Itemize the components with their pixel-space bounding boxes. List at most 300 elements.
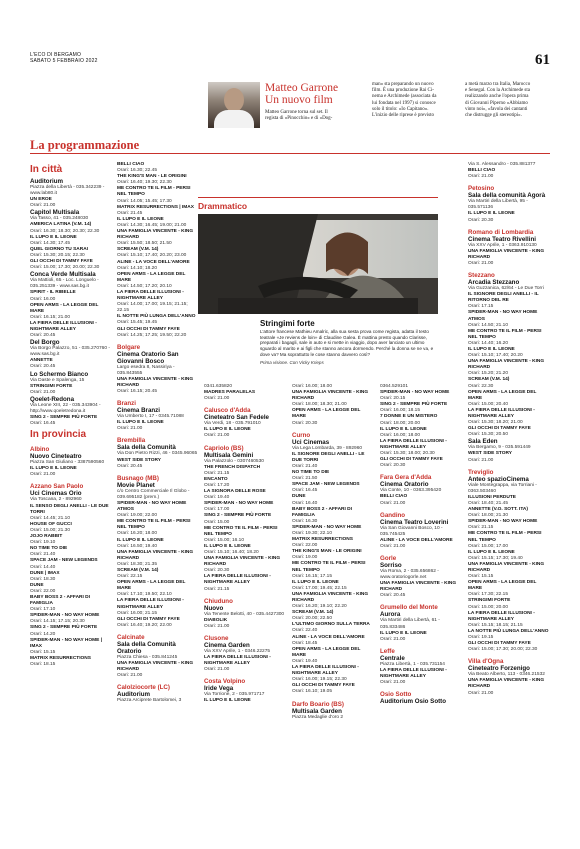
showtimes: Orari: 17.30; 22.15: [468, 592, 508, 598]
cinema-name: Del Borgo: [30, 339, 60, 347]
showtimes: Orari: 19.15: [468, 635, 494, 640]
news-photo: [208, 82, 260, 128]
publication-date: SABATO 5 FEBBRAIO 2022: [30, 58, 98, 64]
showtimes: Orari: 16.00; 18.15: [380, 408, 420, 414]
showtimes: Orari: 15.00; 17.30; 20.00; 22.30: [30, 265, 100, 271]
movie-title: SCREAM (V.M. 14): [117, 247, 159, 253]
town-name: Capriolo (BS): [204, 444, 244, 452]
showtimes: Orari: 21.00: [380, 543, 406, 549]
news-line: che distrugge gli stereotipi».: [465, 113, 522, 119]
listings-column-3: [204, 384, 286, 704]
showtimes: Orari: 16.40: [292, 500, 318, 506]
showtimes: Orari: 14.50; 21.10: [468, 322, 508, 328]
cinema-address: Piazza San Giuliano - 3387590560: [30, 460, 105, 466]
movie-title: SCREAM (V.M. 14): [468, 377, 510, 383]
showtimes: Orari: 19.00; 22.00: [117, 513, 157, 519]
movie-title: QUEL GIORNO TU SARAI: [30, 246, 89, 252]
news-line: Matteo Garrone torna sul set. Il: [265, 110, 328, 115]
movie-title: DUNE: [30, 582, 44, 588]
town-name: Albino: [30, 446, 50, 454]
news-line: a metà marzo tra Italia, Marocco: [465, 82, 531, 87]
listings-column-1: [30, 162, 112, 668]
cinema-name: Cinema Teatro Rivellini: [468, 235, 536, 243]
cinema-address: Via Leone XIII, 22 - 035.343904 - http://www.qoeletredona.it: [30, 402, 101, 414]
movie-title: IL LUPO E IL LEONE: [204, 698, 251, 704]
region-heading: In città: [30, 164, 63, 175]
movie-title: STRINGIMI FORTE: [30, 383, 73, 389]
movie-title: OPEN ARMS - LA LEGGE DEL MARE: [292, 408, 361, 420]
movie-title: ALINE - LA VOCE DELL'AMORE: [292, 634, 365, 640]
movie-title: JOJO RABBIT: [30, 534, 63, 540]
movie-title: ALINE - LA VOCE DELL'AMORE: [380, 537, 453, 543]
showtimes: Orari: 15.00; 20.40: [468, 401, 508, 407]
town-name: Chiuduno: [204, 597, 233, 605]
showtimes: Orari: 14.50; 17.20; 20.10: [117, 283, 172, 289]
movie-title: SPIDER-MAN - NO WAY HOME ATMOS: [468, 310, 538, 322]
showtimes: Orari: 21.00: [30, 203, 56, 209]
showtimes: Orari: 15.00; 17.30; 20.00; 22.30: [468, 647, 538, 653]
cinema-name: Auditorium: [117, 691, 150, 699]
news-col-1: [265, 110, 357, 122]
town-name: Leffe: [380, 647, 395, 655]
movie-title: IL LUPO E IL LEONE: [30, 234, 77, 240]
movie-title: LA FIERA DELLE ILLUSIONI - NIGHTMARE ALLEY: [117, 289, 184, 302]
movie-title: NO TIME TO DIE: [292, 470, 330, 476]
showtimes: Orari: 18.15: [30, 662, 56, 667]
movie-title: MATRIX RESURRECTIONS: [30, 655, 91, 661]
cinema-address: Piazza Libertà, 1 - 035.731154: [380, 661, 445, 667]
movie-title: L'ULTIMO GIORNO SULLA TERRA: [292, 622, 370, 628]
movie-title: LA FIERA DELLE ILLUSIONI - NIGHTMARE ALLEY: [117, 598, 184, 610]
showtimes: Orari: 16.45: [292, 488, 318, 494]
cinema-address: Via Beato Alberto, 113 - 0346.21532: [468, 672, 545, 678]
cinema-name: Uci Cinemas: [292, 438, 330, 446]
movie-title: UN EROE: [30, 197, 52, 203]
cinema-name: Cinema Teatro Loverini: [380, 518, 449, 526]
feature-box: [198, 197, 438, 378]
showtimes: Orari: 16.30; 18.30; 20.30; 22.30: [30, 228, 100, 234]
movie-title: ME CONTRO TE IL FILM - PERSI NEL TEMPO: [117, 186, 191, 198]
town-name: Bolgare: [117, 343, 141, 351]
showtimes: Orari: 21.15: [468, 525, 494, 531]
movie-title: ME CONTRO TE IL FILM - PERSI NEL TEMPO: [117, 519, 191, 531]
town-name: Costa Volpino: [204, 678, 246, 686]
showtimes: Orari: 20.30: [204, 568, 230, 574]
showtimes: Orari: 14.45; 21.10: [30, 515, 70, 521]
cinema-address: Piazza Medaglie d'oro 2: [292, 714, 344, 720]
showtimes: Orari: 21.00: [30, 472, 56, 478]
movie-title: OPEN ARMS - LA LEGGE DEL MARE: [468, 389, 537, 401]
cinema-name: Cineteatro San Fedele: [204, 414, 269, 422]
cinema-name: Multisala Gemini: [204, 451, 254, 459]
movie-title: LA FIERA DELLE ILLUSIONI - NIGHTMARE ALLEY: [30, 320, 97, 332]
movie-title: IL NOTTE PIÙ LUNGA DELL'ANNO: [117, 314, 196, 320]
showtimes: Orari: 20.00; 22.50: [292, 616, 332, 622]
showtimes: Orari: 15.10; 17.40; 20.20; 23.00: [117, 253, 187, 259]
showtimes: Orari: 21.40: [292, 463, 318, 469]
movie-title: IL LUPO E IL LEONE: [117, 420, 164, 426]
showtimes: Orari: 20.45: [30, 333, 56, 339]
movie-title: IL LUPO E IL LEONE: [468, 211, 515, 217]
showtimes: Orari: 15.30; 20.50: [468, 432, 508, 438]
showtimes: Orari: 19.40: [204, 495, 230, 501]
cinema-name: Conca Verde Multisala: [30, 271, 96, 279]
showtimes: Orari: 18.00; 21.30: [468, 513, 508, 519]
cinema-address: Via Don Pietro Rizzi, 46 - 0345.96065: [117, 451, 198, 457]
movie-title: BABY BOSS 2 - AFFARI DI FAMIGLIA: [30, 594, 90, 607]
town-name: Fara Gera d'Adda: [380, 474, 432, 482]
movie-title: SCREAM (V.M. 14): [292, 610, 334, 616]
publication-name: L'ECO DI BERGAMO: [30, 52, 82, 58]
showtimes: Orari: 15.00: [204, 519, 230, 525]
cinema-name: Cinema Oratorio San Giovanni Bosco: [117, 350, 179, 365]
movie-title: SPIDER-MAN - NO WAY HOME: [468, 519, 538, 525]
movie-title: OPEN ARMS - LA LEGGE DEL MARE: [117, 580, 186, 592]
news-headline-line1: Matteo Garrone: [265, 82, 339, 94]
showtimes: Orari: 22.15: [117, 574, 143, 580]
section-rule: [30, 153, 550, 154]
cinema-address: Largo esedra 8, Nassiriya - 035.843555: [117, 364, 175, 376]
cinema-address: Via Verdi, 18 - 035.791010: [204, 421, 261, 427]
feature-label: Drammatico: [198, 201, 248, 211]
cinema-name: Iride Vega: [204, 685, 234, 693]
movie-title: IL LUPO E IL LEONE: [117, 537, 164, 543]
showtimes: Orari: 22.00: [30, 588, 56, 594]
cinema-address: Via S. Alessandro - 035.881377: [468, 162, 536, 167]
cinema-name: Sorriso: [380, 561, 402, 569]
movie-title: UNA FAMIGLIA VINCENTE - KING RICHARD: [117, 376, 194, 388]
cinema-name: Capitol Multisala: [30, 209, 80, 217]
showtimes: Orari: 15.20; 21.20: [468, 371, 508, 377]
showtimes: Orari: 15.15; 17.30; 19.40: [468, 555, 523, 561]
cinema-name: Qoelet-Redona: [30, 395, 75, 403]
showtimes: Orari: 19.10: [30, 540, 56, 546]
movie-title: ALINE - LA VOCE DELL'AMORE: [117, 259, 190, 265]
showtimes: Orari: 18.30: [30, 576, 56, 582]
movie-title: WEST SIDE STORY: [117, 457, 161, 463]
cinema-name: Sala Eden: [468, 438, 498, 446]
town-name: Osio Sotto: [380, 691, 412, 699]
movie-title: UNA FAMIGLIA VINCENTE - KING RICHARD: [468, 248, 545, 260]
cinema-address: Via Umberto I, 17 - 0345.71088: [117, 414, 184, 420]
showtimes: Orari: 15.30; 18.00; 20.30: [380, 451, 435, 457]
movie-title: UNA FAMIGLIA VINCENTE - KING RICHARD: [468, 561, 545, 573]
movie-title: ME CONTRO TE IL FILM - PERSI NEL TEMPO: [468, 531, 542, 543]
movie-title: THE KING'S MAN - LE ORIGINI: [117, 174, 187, 180]
cinema-name: Cinema Garden: [204, 641, 250, 649]
movie-title: UNA FAMIGLIA VINCENTE - KING RICHARD: [468, 678, 545, 690]
listings-column-4: [292, 384, 374, 721]
publication-info: [30, 52, 98, 64]
cinema-name: Arcadia Stezzano: [468, 279, 520, 287]
movie-title: IL LUPO E IL LEONE: [380, 426, 427, 432]
movie-title: SPIDER-MAN - NO WAY HOME: [380, 390, 450, 396]
cinema-name: Nuovo: [204, 604, 224, 612]
showtimes: Orari: 21.00: [117, 426, 143, 432]
showtimes: Orari: 21.00: [380, 500, 406, 506]
movie-title: UNA FAMIGLIA VINCENTE - KING RICHARD: [117, 549, 194, 561]
town-name: Brembilla: [117, 437, 146, 445]
cinema-address: Via Palazzolo - 0307460530: [204, 458, 264, 464]
movie-title: BABY BOSS 2 - AFFARI DI FAMIGLIA: [292, 506, 352, 518]
showtimes: Orari: 15.10; 17.40; 20.20: [468, 353, 523, 359]
movie-title: SCREAM (V.M. 14): [117, 567, 159, 573]
cinema-name: Cineteatro Forzenigo: [468, 665, 530, 673]
showtimes: Orari: 21.00: [204, 623, 230, 629]
listings-column-5: [380, 384, 462, 705]
showtimes: Orari: 16.00; 21.15: [117, 610, 157, 616]
movie-title: SING 2 - SEMPRE PIÙ FORTE: [30, 625, 98, 631]
cinema-address: Viale Montegrappa, via Torriani - 0363.503460: [468, 482, 537, 494]
movie-title: SPACE JAM - NEW LEGENDS: [30, 558, 98, 564]
movie-title: LA FIERA DELLE ILLUSIONI - NIGHTMARE ALLEY: [292, 665, 359, 677]
section-title: La programmazione: [30, 138, 140, 152]
cinema-address: 0364.529101: [380, 384, 409, 389]
movie-title: GLI OCCHI DI TAMMY FAYE: [117, 326, 180, 332]
movie-title: UNA FAMIGLIA VINCENTE - KING RICHARD: [292, 390, 369, 402]
town-name: Curno: [292, 431, 311, 439]
movie-title: LA FIERA DELLE ILLUSIONI - NIGHTMARE ALLEY: [204, 574, 271, 586]
movie-title: IL LUPO E IL LEONE: [468, 549, 515, 555]
movie-title: IL LUPO E IL LEONE: [204, 427, 251, 433]
movie-title: ANNETTE: [30, 358, 53, 364]
showtimes: Orari: 14.10; 18.20: [117, 265, 157, 271]
showtimes: Orari: 14.20: [30, 631, 56, 637]
town-name: Calolziocorte (LC): [117, 684, 170, 692]
showtimes: Orari: 20.45: [30, 364, 56, 370]
movie-title: DUNE | IMAX: [30, 570, 60, 576]
movie-title: LA FIERA DELLE ILLUSIONI - NIGHTMARE ALLEY: [380, 438, 447, 450]
cinema-address: Via XXV Aprile, 1 - 0346.22275: [204, 648, 271, 654]
news-line: e Senegal. Con la Archimede sta: [465, 88, 530, 94]
showtimes: Orari: 15.00; 17.00: [468, 543, 508, 549]
news-line: regista di «Pinocchio» e di «Dog-: [265, 116, 333, 122]
showtimes: Orari: 16.15; 21.00: [30, 314, 70, 320]
movie-title: STRINGIMI FORTE: [468, 598, 511, 604]
movie-title: UNA FAMIGLIA VINCENTE - KING RICHARD: [380, 581, 457, 593]
movie-title: IL SIGNORE DEGLI ANELLI - IL RITORNO DEL RE: [468, 292, 539, 304]
showtimes: Orari: 15.15: [30, 649, 56, 655]
showtimes: Orari: 16.30: [292, 518, 318, 524]
movie-title: NO TIME TO DIE: [30, 546, 68, 552]
showtimes: Orari: 21.00: [468, 260, 494, 266]
feature-caption: Prima visione. Con Vicky Krieps: [260, 360, 324, 365]
showtimes: Orari: 21.45: [117, 210, 143, 216]
town-name: Branzi: [117, 400, 136, 408]
showtimes: Orari: 14.30; 16.45; 19.00; 21.00: [117, 222, 187, 228]
showtimes: Orari: 20.30: [292, 420, 318, 426]
cinema-address: Via Borgo Palazzo, 51 - 035.270760 - www.sas.bg.it: [30, 346, 110, 358]
movie-title: GLI OCCHI DI TAMMY FAYE: [380, 457, 443, 463]
movie-title: ANNETTE (V.O. SOTT. ITA): [468, 507, 528, 513]
movie-title: LA FIERA DELLE ILLUSIONI - NIGHTMARE ALLEY: [380, 667, 447, 679]
showtimes: Orari: 16.20; 18.00: [117, 531, 157, 537]
movie-title: IL LUPO E IL LEONE: [468, 346, 515, 352]
movie-title: BELLI CIAO: [117, 162, 145, 167]
showtimes: Orari: 17.00; 19.45; 22.15: [292, 585, 347, 591]
movie-title: LA FIERA DELLE ILLUSIONI - NIGHTMARE ALLEY: [468, 407, 535, 419]
showtimes: Orari: 15.15; 18.15; 21.15: [468, 622, 523, 628]
cinema-address: Via Tasso, 41 - 035.248030: [30, 216, 89, 222]
showtimes: Orari: 14.40; 16.20: [468, 340, 508, 346]
listings-column-6: [468, 162, 550, 697]
movie-title: UNA FAMIGLIA VINCENTE - KING RICHARD: [117, 229, 194, 241]
cinema-name: Auditorium: [30, 178, 63, 185]
cinema-name: Sala della comunità Agorà: [468, 192, 546, 200]
movie-title: IL SIGNORE DEGLI ANELLI - LE DUE TORRI: [292, 451, 365, 463]
movie-title: SPIDER-MAN - NO WAY HOME: [30, 613, 100, 619]
showtimes: Orari: 16.20; 19.10; 22.20: [292, 604, 347, 610]
news-headline-line2: Un nuovo film: [265, 94, 333, 106]
movie-title: UNA FAMIGLIA VINCENTE - KING RICHARD: [204, 556, 281, 568]
town-name: Treviglio: [468, 468, 494, 476]
showtimes: Orari: 19.30; 22.10: [292, 530, 332, 536]
showtimes: Orari: 21.40: [30, 552, 56, 558]
cinema-name: Aurora: [380, 611, 401, 619]
movie-title: IL LUPO E IL LEONE: [380, 630, 427, 636]
movie-title: GLI OCCHI DI TAMMY FAYE: [30, 259, 93, 265]
cinema-name: Auditorium Osio Sotto: [380, 698, 446, 706]
movie-title: SPIDER-MAN - NO WAY HOME: [292, 524, 362, 530]
news-line: lui fondata nel 1997) si conosce: [372, 100, 436, 106]
town-name: Villa d'Ogna: [468, 658, 504, 666]
movie-title: BELLI CIAO: [380, 494, 408, 500]
cinema-address: Via San Giovanni Bosco, 10 - 035.745425: [380, 525, 443, 537]
showtimes: Orari: 14.00; 17.00; 19.15; 21.15; 22.15: [117, 302, 188, 314]
showtimes: Orari: 16.10; 19.05: [292, 689, 332, 695]
town-name: Romano di Lombardia: [468, 228, 534, 236]
movie-title: SPIDER-MAN - NO WAY HOME | IMAX: [30, 637, 102, 649]
town-name: Calcinate: [117, 633, 145, 641]
showtimes: Orari: 15.10; 16.40; 18.20: [204, 549, 259, 555]
town-name: Gandino: [380, 511, 406, 519]
cinema-name: Cinema Oratorio: [380, 481, 429, 489]
cinema-address: c/o Centro Commerciale Il Globo - 039.695182 (prem.): [117, 488, 190, 500]
movie-title: IL LUPO E IL LEONE: [292, 579, 339, 585]
movie-title: SING 2 - SEMPRE PIÙ FORTE: [30, 415, 98, 420]
cinema-name: Sala della Comunità: [117, 444, 176, 452]
showtimes: Orari: 21.00: [468, 690, 494, 696]
movie-title: OPEN ARMS - LA LEGGE DEL MARE: [292, 646, 361, 658]
town-name: Stezzano: [468, 272, 495, 280]
news-col-2: [372, 82, 458, 119]
movie-title: LA FIERA DELLE ILLUSIONI - NIGHTMARE ALLEY: [468, 610, 535, 622]
showtimes: Orari: 21.00: [380, 636, 406, 642]
news-line: di Giovanni Piperno «Abbiamo: [465, 100, 528, 106]
showtimes: Orari: 16.30; 22.45: [117, 168, 157, 174]
movie-title: UNA FAMIGLIA VINCENTE - KING RICHARD: [292, 591, 369, 603]
movie-title: WEST SIDE STORY: [468, 451, 512, 457]
showtimes: Orari: 18.45: [292, 640, 318, 646]
cinema-address: Via Martiri della Libertà, 95 - 035.571136: [468, 199, 528, 211]
movie-title: ILLUSIONI PERDUTE: [468, 494, 516, 500]
movie-title: MADRES PARALELAS: [204, 390, 256, 396]
showtimes: Orari: 16.15; 17.15: [292, 573, 332, 579]
movie-title: LA NOTTE PIÙ LUNGA DELL'ANNO: [468, 628, 549, 634]
movie-title: LA SIGNORA DELLE ROSE: [204, 489, 266, 495]
feature-film-description: L'attore francese Mathieu Amalric, alla sua sesta prova come regista, adatta il testo teatrale «Je reviens de loin» di Claudine Galea. È mattina presto quando Clarisse, preparati i bagagli, sale in auto e si mette in viaggio, dopo aver lanciato un ultimo sguardo al marito e ai figli che stanno ancora dormendo. Perché la donna se ne va, e dove va? Ma soprattutto le cose stanno davvero così?: [260, 329, 434, 357]
movie-title: ME CONTRO TE IL FILM - PERSI NEL TEMPO: [204, 525, 278, 537]
news-line: vinto noi», «favola dei cantanti: [465, 106, 528, 112]
showtimes: Orari: 17.15: [468, 304, 494, 310]
cinema-address: Via Lega Lombarda, 39 - 892960: [292, 445, 363, 451]
movie-title: HOUSE OF GUCCI: [30, 521, 72, 527]
movie-title: IL LUPO E IL LEONE: [204, 543, 251, 549]
region-heading: In provincia: [30, 429, 87, 441]
movie-title: MATRIX RESURRECTIONS | IMAX: [117, 204, 194, 210]
showtimes: Orari: 16.15; 20.45: [117, 389, 157, 395]
movie-title: UNA FAMIGLIA VINCENTE - KING RICHARD: [117, 661, 194, 673]
movie-title: ENCANTO: [204, 476, 228, 482]
movie-title: ME CONTRO TE IL FILM - PERSI NEL TEMPO: [292, 561, 366, 573]
showtimes: Orari: 14.25; 17.25; 19.50; 22.20: [117, 332, 187, 338]
movie-title: UNA FAMIGLIA VINCENTE - KING RICHARD: [468, 359, 545, 371]
town-name: Calusco d'Adda: [204, 407, 251, 415]
cinema-address: Via Toscana, 2 - 892960: [30, 497, 82, 503]
showtimes: Orari: 16.00; 19.15; 22.30: [292, 677, 347, 683]
showtimes: Orari: 22.00: [292, 543, 318, 549]
showtimes: Orari: 20.15: [380, 396, 406, 402]
showtimes: Orari: 14.15; 17.15; 20.30: [30, 619, 85, 625]
movie-title: OPEN ARMS - LA LEGGE DEL MARE: [30, 302, 99, 314]
town-name: Busnago (MB): [117, 474, 159, 482]
cinema-address: Via Bergamo, 9 - 035.591449: [468, 445, 531, 451]
news-photo-face: [224, 88, 244, 112]
movie-title: IL LUPO E IL LEONE: [30, 466, 77, 472]
showtimes: Orari: 18.00; 20.00: [380, 420, 420, 426]
news-line: L'inizio delle riprese è previsto: [372, 113, 434, 119]
cinema-address: Via Guzzanica, 62/64 - Le Due Torri: [468, 286, 544, 292]
cinema-name: Anteo spazioCinema: [468, 475, 529, 483]
showtimes: Orari: 21.15: [204, 586, 230, 592]
showtimes: Orari: 18.40; 21.45: [468, 500, 508, 506]
movie-title: 7 DONNE E UN MISTERO: [380, 414, 438, 420]
news-headline: [265, 82, 338, 106]
showtimes: Orari: 18.00; 18.30; 21.00: [292, 402, 347, 408]
showtimes: Orari: 21.15: [204, 470, 230, 476]
cinema-address: Via XXV Aprile, 1 - 0363.910130: [468, 242, 537, 248]
showtimes: Orari: 15.00; 21.30: [30, 527, 70, 533]
town-name: Gorle: [380, 554, 397, 562]
cinema-address: Piazza Chiesa - 035.841245: [117, 654, 178, 660]
movie-title: GLI OCCHI DI TAMMY FAYE: [468, 426, 531, 432]
cinema-address: Via Tenente Belotti, 40 - 035.4427300: [204, 611, 285, 617]
showtimes: Orari: 14.05; 15.45; 17.30: [117, 198, 172, 204]
news-col-3: [465, 82, 551, 119]
showtimes: Orari: 16.40; 19.30; 22.30: [117, 180, 172, 186]
movie-title: THE FRENCH DISPATCH: [204, 464, 261, 470]
movie-title: MATRIX RESURRECTIONS: [292, 537, 353, 543]
movie-title: OPEN ARMS - LA LEGGE DEL MARE: [117, 271, 186, 283]
showtimes: Orari: 20.45: [380, 593, 406, 599]
showtimes: Orari: 17.00: [204, 507, 230, 513]
showtimes: Orari: 21.00: [117, 673, 143, 679]
cinema-address: Via Torrione, 2 - 035.971717: [204, 692, 265, 698]
showtimes: Orari: 18.30; 21.35: [117, 561, 157, 567]
showtimes: Orari: 21.00: [468, 457, 494, 463]
cinema-address: Via Roma, 2 - 035.656862 - www.oratoriogorle.net: [380, 568, 439, 581]
movie-title: SPACE JAM - NEW LEGENDS: [292, 482, 360, 488]
showtimes: Orari: 21.00: [380, 680, 406, 686]
cinema-address: Piazza della Libertà - 035.342239 - www.lab80.it: [30, 185, 105, 197]
cinema-name: Lo Schermo Bianco: [30, 370, 89, 378]
showtimes: Orari: 21.00: [204, 396, 230, 402]
news-line: nema e Archimede (associata da: [372, 94, 437, 100]
cinema-address: Piazza Arciprete Bartolomei, 3: [117, 698, 182, 704]
cinema-address: Via Mattioli, 65 - Loc. Longuelo - 035.251339 - www.sas.bg.it: [30, 278, 99, 290]
movie-title: OPEN ARMS - LA LEGGE DEL MARE: [468, 580, 537, 592]
showtimes: Orari: 21.00: [204, 667, 230, 673]
